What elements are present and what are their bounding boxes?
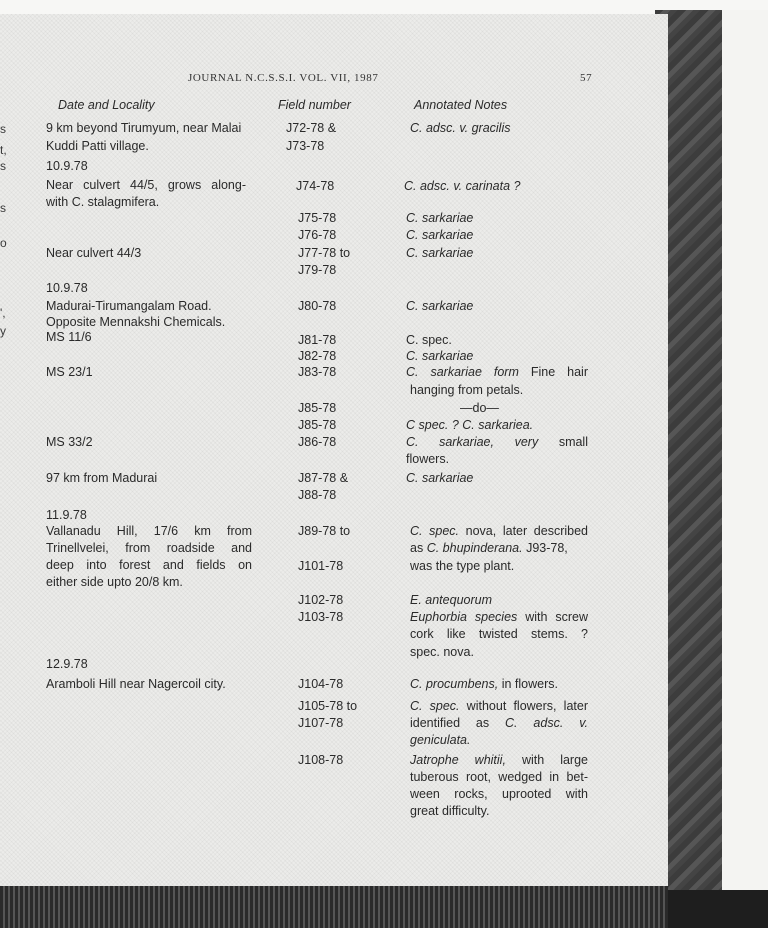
margin-mark: s — [0, 122, 6, 136]
locality-date: 10.9.78 — [46, 281, 88, 295]
field-number: J72-78 & — [286, 121, 337, 135]
field-number: J87-78 & — [298, 471, 349, 485]
note-text: with screw — [517, 610, 588, 624]
note-text: small — [538, 435, 588, 449]
page-bottom-edge — [0, 886, 668, 928]
column-header-field: Field number — [278, 98, 351, 112]
field-number: J75-78 — [298, 211, 337, 225]
note: spec. nova. — [410, 645, 474, 659]
note: flowers. — [406, 452, 450, 466]
locality-line: 9 km beyond Tirumyum, near Malai — [46, 121, 242, 135]
field-number: J102-78 — [298, 593, 344, 607]
note-text: nova, later described — [459, 524, 588, 538]
note-text: as — [410, 541, 427, 555]
note: great difficulty. — [410, 804, 490, 818]
note: C. sarkariae — [406, 211, 474, 225]
note — [406, 435, 588, 450]
note — [410, 524, 588, 539]
journal-header: JOURNAL N.C.S.S.I. VOL. VII, 1987 — [188, 72, 379, 84]
locality-line: Vallanadu Hill, 17/6 km from — [46, 524, 252, 538]
field-number: J86-78 — [298, 435, 337, 449]
note-species: C. sarkariae, very — [406, 435, 539, 449]
note — [406, 365, 588, 380]
note: C. sarkariae — [406, 349, 474, 363]
column-header-notes: Annotated Notes — [414, 98, 508, 112]
locality-line: Aramboli Hill near Nagercoil city. — [46, 677, 226, 691]
book-cover-edge — [722, 10, 768, 890]
field-number: J85-78 — [298, 418, 337, 432]
locality-line: Trinellvelei, from roadside and — [46, 541, 252, 555]
note — [410, 699, 588, 714]
note-species: C. spec. — [410, 524, 460, 538]
field-number: J107-78 — [298, 716, 344, 730]
note: cork like twisted stems. ? — [410, 627, 588, 641]
note-text: J93-78, — [522, 541, 568, 555]
note — [410, 716, 588, 731]
field-number: J79-78 — [298, 263, 337, 277]
margin-mark: s — [0, 201, 6, 215]
locality-line: Near culvert 44/3 — [46, 246, 142, 260]
note: C. sarkariae — [406, 246, 474, 260]
note: geniculata. — [410, 733, 471, 747]
note-ditto: —do— — [460, 401, 499, 415]
field-number: J77-78 to — [298, 246, 351, 260]
note: C spec. ? C. sarkariea. — [406, 418, 534, 432]
margin-mark: o — [0, 236, 7, 250]
locality-line: either side upto 20/8 km. — [46, 575, 183, 589]
field-number: J101-78 — [298, 559, 344, 573]
note: C. sarkariae — [406, 471, 474, 485]
note: hanging from petals. — [410, 383, 524, 397]
field-number: J85-78 — [298, 401, 337, 415]
locality-line: Kuddi Patti village. — [46, 139, 149, 153]
note-text: in flowers. — [498, 677, 558, 691]
locality-date: 10.9.78 — [46, 159, 88, 173]
note: C. sarkariae — [406, 299, 474, 313]
note-species: C. bhupinderana. — [426, 541, 523, 555]
field-number: J89-78 to — [298, 524, 351, 538]
locality-date: 11.9.78 — [46, 508, 87, 522]
margin-mark: s — [0, 159, 6, 173]
locality-line: deep into forest and fields on — [46, 558, 252, 572]
locality-line: MS 23/1 — [46, 365, 93, 379]
journal-page — [0, 14, 668, 886]
note-text: with large — [505, 753, 588, 767]
field-number: J82-78 — [298, 349, 337, 363]
note: C. sarkariae — [406, 228, 474, 242]
note: ween rocks, uprooted with — [410, 787, 588, 801]
note-text: identified as — [410, 716, 506, 730]
locality-line: with C. stalagmifera. — [46, 195, 160, 209]
locality-line: MS 11/6 — [46, 330, 92, 344]
column-header-locality: Date and Locality — [58, 98, 155, 112]
note-species: C. procumbens, — [410, 677, 499, 691]
field-number: J103-78 — [298, 610, 344, 624]
field-number: J83-78 — [298, 365, 337, 379]
note-species: C. adsc. v. — [505, 716, 588, 730]
note: C. adsc. v. gracilis — [410, 121, 511, 135]
note — [410, 753, 588, 768]
note-text: Fine hair — [518, 365, 588, 379]
field-number: J74-78 — [296, 179, 335, 193]
field-number: J105-78 to — [298, 699, 358, 713]
note: E. antequorum — [410, 593, 492, 607]
note-species: Jatrophe whitii, — [410, 753, 506, 767]
locality-line: 97 km from Madurai — [46, 471, 158, 485]
locality-line: MS 33/2 — [46, 435, 93, 449]
margin-mark: ', — [0, 306, 6, 320]
field-number: J108-78 — [298, 753, 344, 767]
field-number: J73-78 — [286, 139, 325, 153]
note — [410, 541, 568, 556]
note: C. adsc. v. carinata ? — [404, 179, 521, 193]
note-species: Euphorbia species — [410, 610, 518, 624]
field-number: J88-78 — [298, 488, 337, 502]
locality-date: 12.9.78 — [46, 657, 88, 671]
note-species: C. spec. — [410, 699, 460, 713]
locality-line: Near culvert 44/5, grows along- — [46, 178, 246, 192]
note: was the type plant. — [410, 559, 515, 573]
note — [410, 677, 558, 692]
note: C. spec. — [406, 333, 452, 347]
note: tuberous root, wedged in bet- — [410, 770, 588, 784]
page-number: 57 — [580, 72, 593, 84]
note-species: C. sarkariae form — [406, 365, 519, 379]
margin-mark: t, — [0, 143, 7, 157]
field-number: J104-78 — [298, 677, 344, 691]
field-number: J76-78 — [298, 228, 337, 242]
field-number: J81-78 — [298, 333, 337, 347]
field-number: J80-78 — [298, 299, 337, 313]
note-text: without flowers, later — [459, 699, 588, 713]
note — [410, 610, 588, 625]
margin-mark: y — [0, 324, 6, 338]
locality-line: Opposite Mennakshi Chemicals. — [46, 315, 226, 329]
locality-line: Madurai-Tirumangalam Road. — [46, 299, 212, 313]
